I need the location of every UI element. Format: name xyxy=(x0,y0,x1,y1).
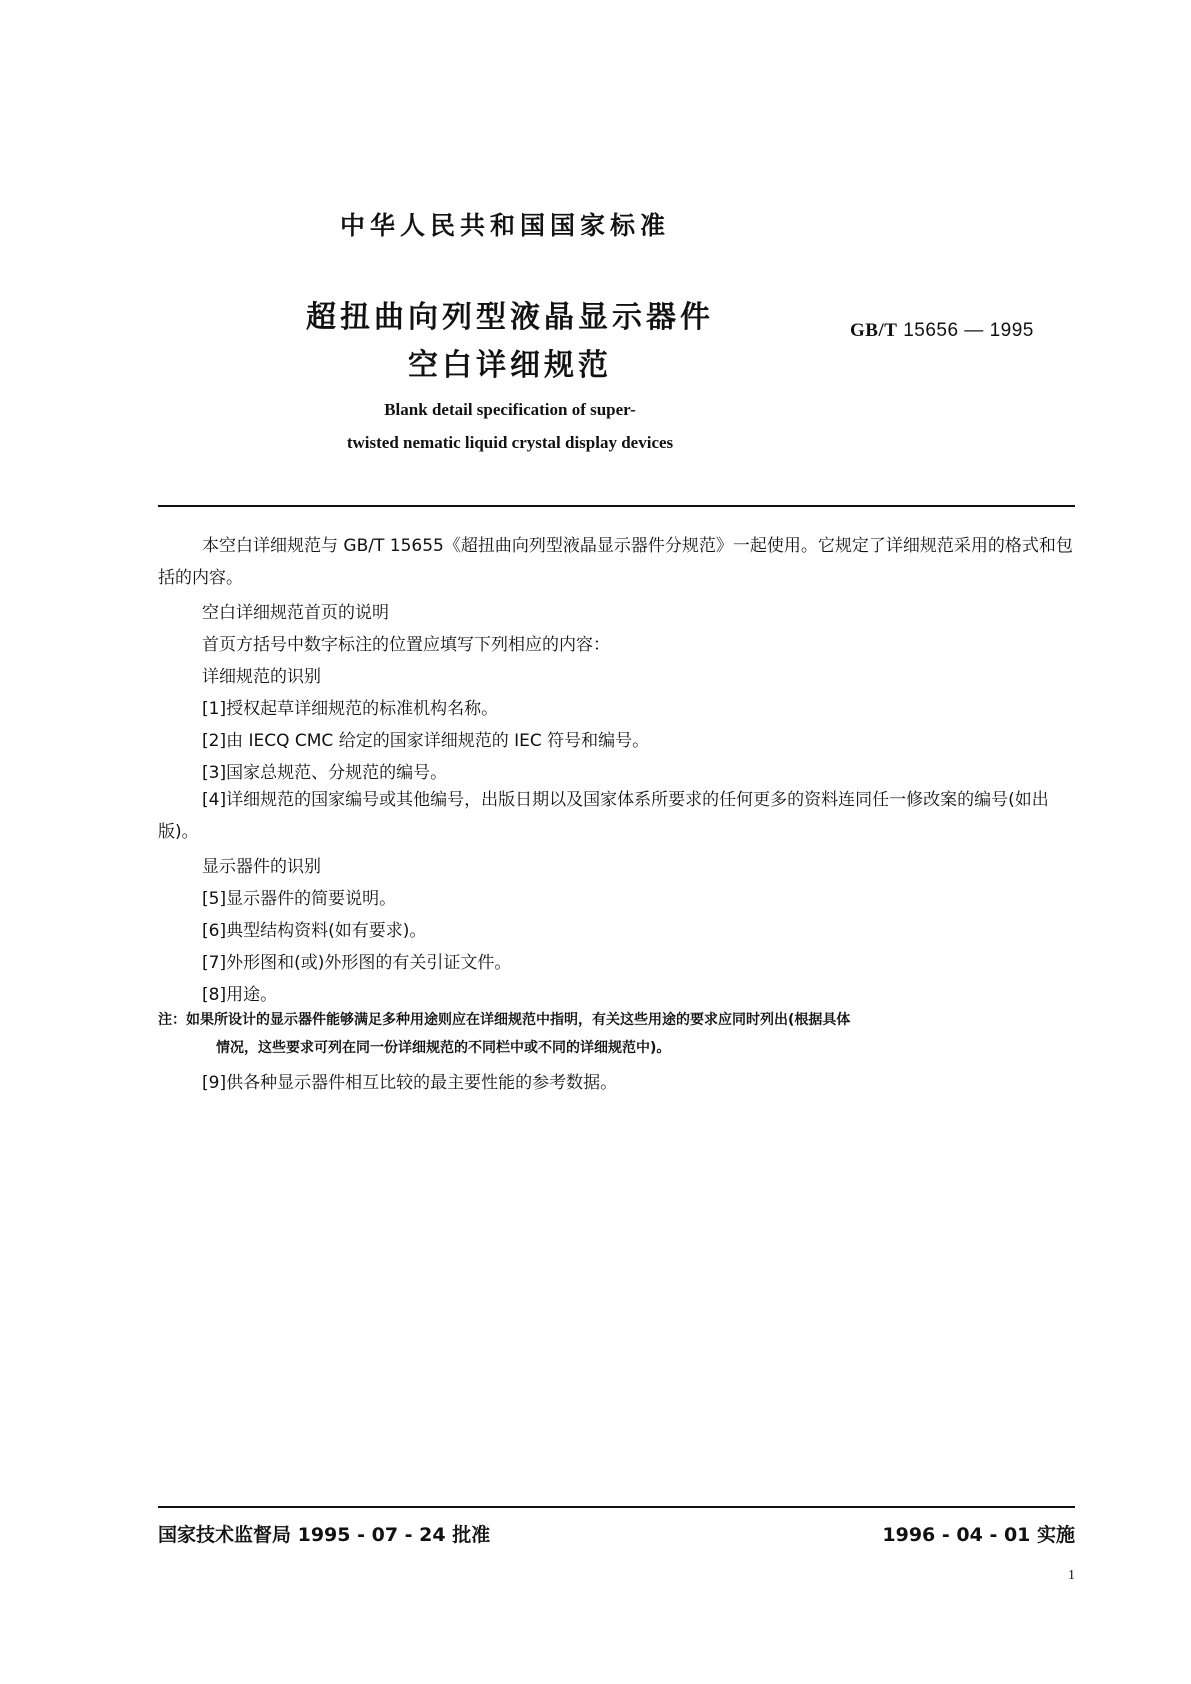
note-line2: 情况，这些要求可列在同一份详细规范的不同栏中或不同的详细规范中)。 xyxy=(216,1040,671,1056)
list-item-8: [8]用途。 xyxy=(202,985,278,1005)
list-item-9: [9]供各种显示器件相互比较的最主要性能的参考数据。 xyxy=(202,1073,618,1093)
approval-date: 国家技术监督局 1995 - 07 - 24 批准 xyxy=(158,1524,491,1546)
bracket-instruction: 首页方括号中数字标注的位置应填写下列相应的内容： xyxy=(202,635,610,655)
list-item-2: [2]由 IECQ CMC 给定的国家详细规范的 IEC 符号和编号。 xyxy=(202,731,650,751)
list-item-7: [7]外形图和(或)外形图的有关引证文件。 xyxy=(202,953,512,973)
standard-number xyxy=(850,320,1034,342)
page-number: 1 xyxy=(1068,1568,1075,1583)
effective-date: 1996 - 04 - 01 实施 xyxy=(882,1524,1075,1546)
section-spec-identification: 详细规范的识别 xyxy=(202,667,321,687)
intro-paragraph: 本空白详细规范与 GB/T 15655《超扭曲向列型液晶显示器件分规范》一起使用。它规定了详细规范采用的格式和包括的内容。 xyxy=(158,536,1073,588)
national-standard-heading: 中华人民共和国国家标准 xyxy=(339,211,670,240)
standard-prefix: GB/T xyxy=(850,320,898,341)
document-title-line2: 空白详细规范 xyxy=(408,348,612,383)
note-line1: 注：如果所设计的显示器件能够满足多种用途则应在详细规范中指明，有关这些用途的要求应同时列出(根据具体 xyxy=(158,1012,851,1028)
english-title-line1: Blank detail specification of super- xyxy=(384,400,636,419)
list-item-6: [6]典型结构资料(如有要求)。 xyxy=(202,921,427,941)
document-title-line1: 超扭曲向列型液晶显示器件 xyxy=(306,300,714,335)
standard-code: 15656 — 1995 xyxy=(903,320,1034,341)
footer-divider xyxy=(158,1506,1075,1508)
list-item-1: [1]授权起草详细规范的标准机构名称。 xyxy=(202,699,499,719)
header-divider xyxy=(158,505,1075,507)
note xyxy=(158,1006,1075,1062)
list-item-5: [5]显示器件的简要说明。 xyxy=(202,889,397,909)
section-device-identification: 显示器件的识别 xyxy=(202,857,321,877)
list-item-3: [3]国家总规范、分规范的编号。 xyxy=(202,763,448,783)
list-item-4: [4]详细规范的国家编号或其他编号，出版日期以及国家体系所要求的任何更多的资料连同任一修改案的编号(如出版)。 xyxy=(158,790,1049,842)
blank-spec-note-heading: 空白详细规范首页的说明 xyxy=(202,603,389,623)
english-title-line2: twisted nematic liquid crystal display devices xyxy=(346,433,674,452)
